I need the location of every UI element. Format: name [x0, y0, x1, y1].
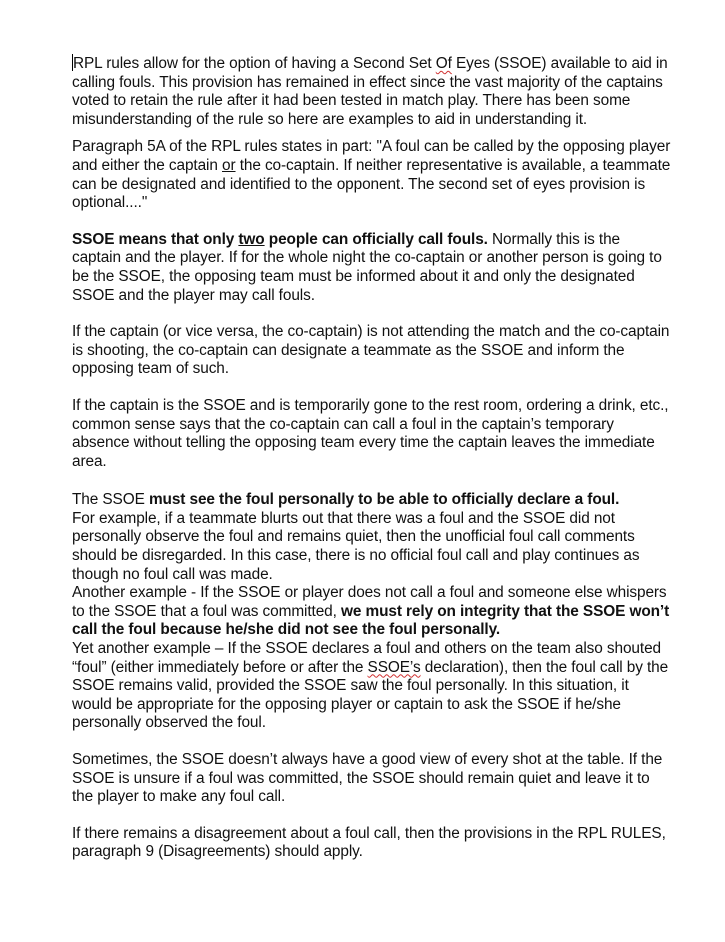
paragraph-ssoe-meaning: SSOE means that only two people can officially call fouls. Normally this is the captain and the player. If for the whole night the co-captain or another person is going to be the SSOE, the opposing team must be informed about it and only the designated SSOE and the player may call fouls. — [72, 230, 662, 304]
spellcheck-word-of: Of — [435, 55, 452, 72]
paragraph-must-see-heading: The SSOE must see the foul personally to be able to officially declare a foul. — [72, 491, 620, 509]
underlined-or: or — [222, 156, 236, 174]
bold-must-see: must see the foul personally to be able to officially declare a foul. — [148, 491, 620, 509]
paragraph-intro: RPL rules allow for the option of having a Second Set Of Eyes (SSOE) available to aid in calling fouls. This provision has remained in effect since the vast majority of the captains voted to retain the rule after it had been tested in match play. There has been some misunderstanding of the rule so here are examples to aid in understanding it. — [72, 55, 668, 128]
paragraph-temporary-absence: If the captain is the SSOE and is temporarily gone to the rest room, ordering a drink, etc., common sense says that the co-captain can call a foul in the captain’s temporary absence without telling the opposing team every time the captain leaves the immediate area. — [72, 396, 669, 470]
paragraph-captain-absent: If the captain (or vice versa, the co-captain) is not attending the match and the co-captain is shooting, the co-captain can designate a teammate as the SSOE and inform the opposing team of such. — [72, 323, 670, 378]
underlined-two: two — [238, 230, 265, 248]
document-body — [72, 54, 672, 862]
paragraph-example-1: For example, if a teammate blurts out that there was a foul and the SSOE did not personally observe the foul and remains quiet, then the unofficial foul call comments should be disregarded. In this case, there is no official foul call and play continues as though no foul call was made. — [72, 509, 640, 583]
paragraph-example-2: Another example - If the SSOE or player does not call a foul and someone else whispers to the SSOE that a foul was committed, we must rely on integrity that the SSOE won’t call the foul because he/she did not see the foul personally. — [72, 584, 670, 639]
paragraph-good-view: Sometimes, the SSOE doesn’t always have a good view of every shot at the table. If the SSOE is unsure if a foul was committed, the SSOE should remain quiet and leave it to the player to make any foul call. — [72, 751, 663, 806]
paragraph-rule-5a: Paragraph 5A of the RPL rules states in part: "A foul can be called by the opposing player and either the captain or the co-captain. If neither representative is available, a teammate can be designated and identified to the opponent. The second set of eyes provision is optional...." — [72, 138, 671, 212]
paragraph-disagreement: If there remains a disagreement about a foul call, then the provisions in the RPL RULES, paragraph 9 (Disagreements) should apply. — [72, 824, 666, 861]
paragraph-example-3: Yet another example – If the SSOE declares a foul and others on the team also shouted “foul” (either immediately before or after the SSOE’s declaration), then the foul call by the SSOE remains valid, provided the SSOE saw the foul personally. In this situation, it would be appropriate for the opposing player or captain to ask the SSOE if he/she personally observed the foul. — [72, 640, 669, 732]
bold-integrity: we must rely on integrity that the SSOE won’t call the foul because he/she did not see the foul personally. — [72, 602, 670, 639]
bold-statement: SSOE means that only two people can officially call fouls. — [72, 230, 488, 248]
spellcheck-word-ssoes: SSOE’s — [367, 658, 421, 676]
